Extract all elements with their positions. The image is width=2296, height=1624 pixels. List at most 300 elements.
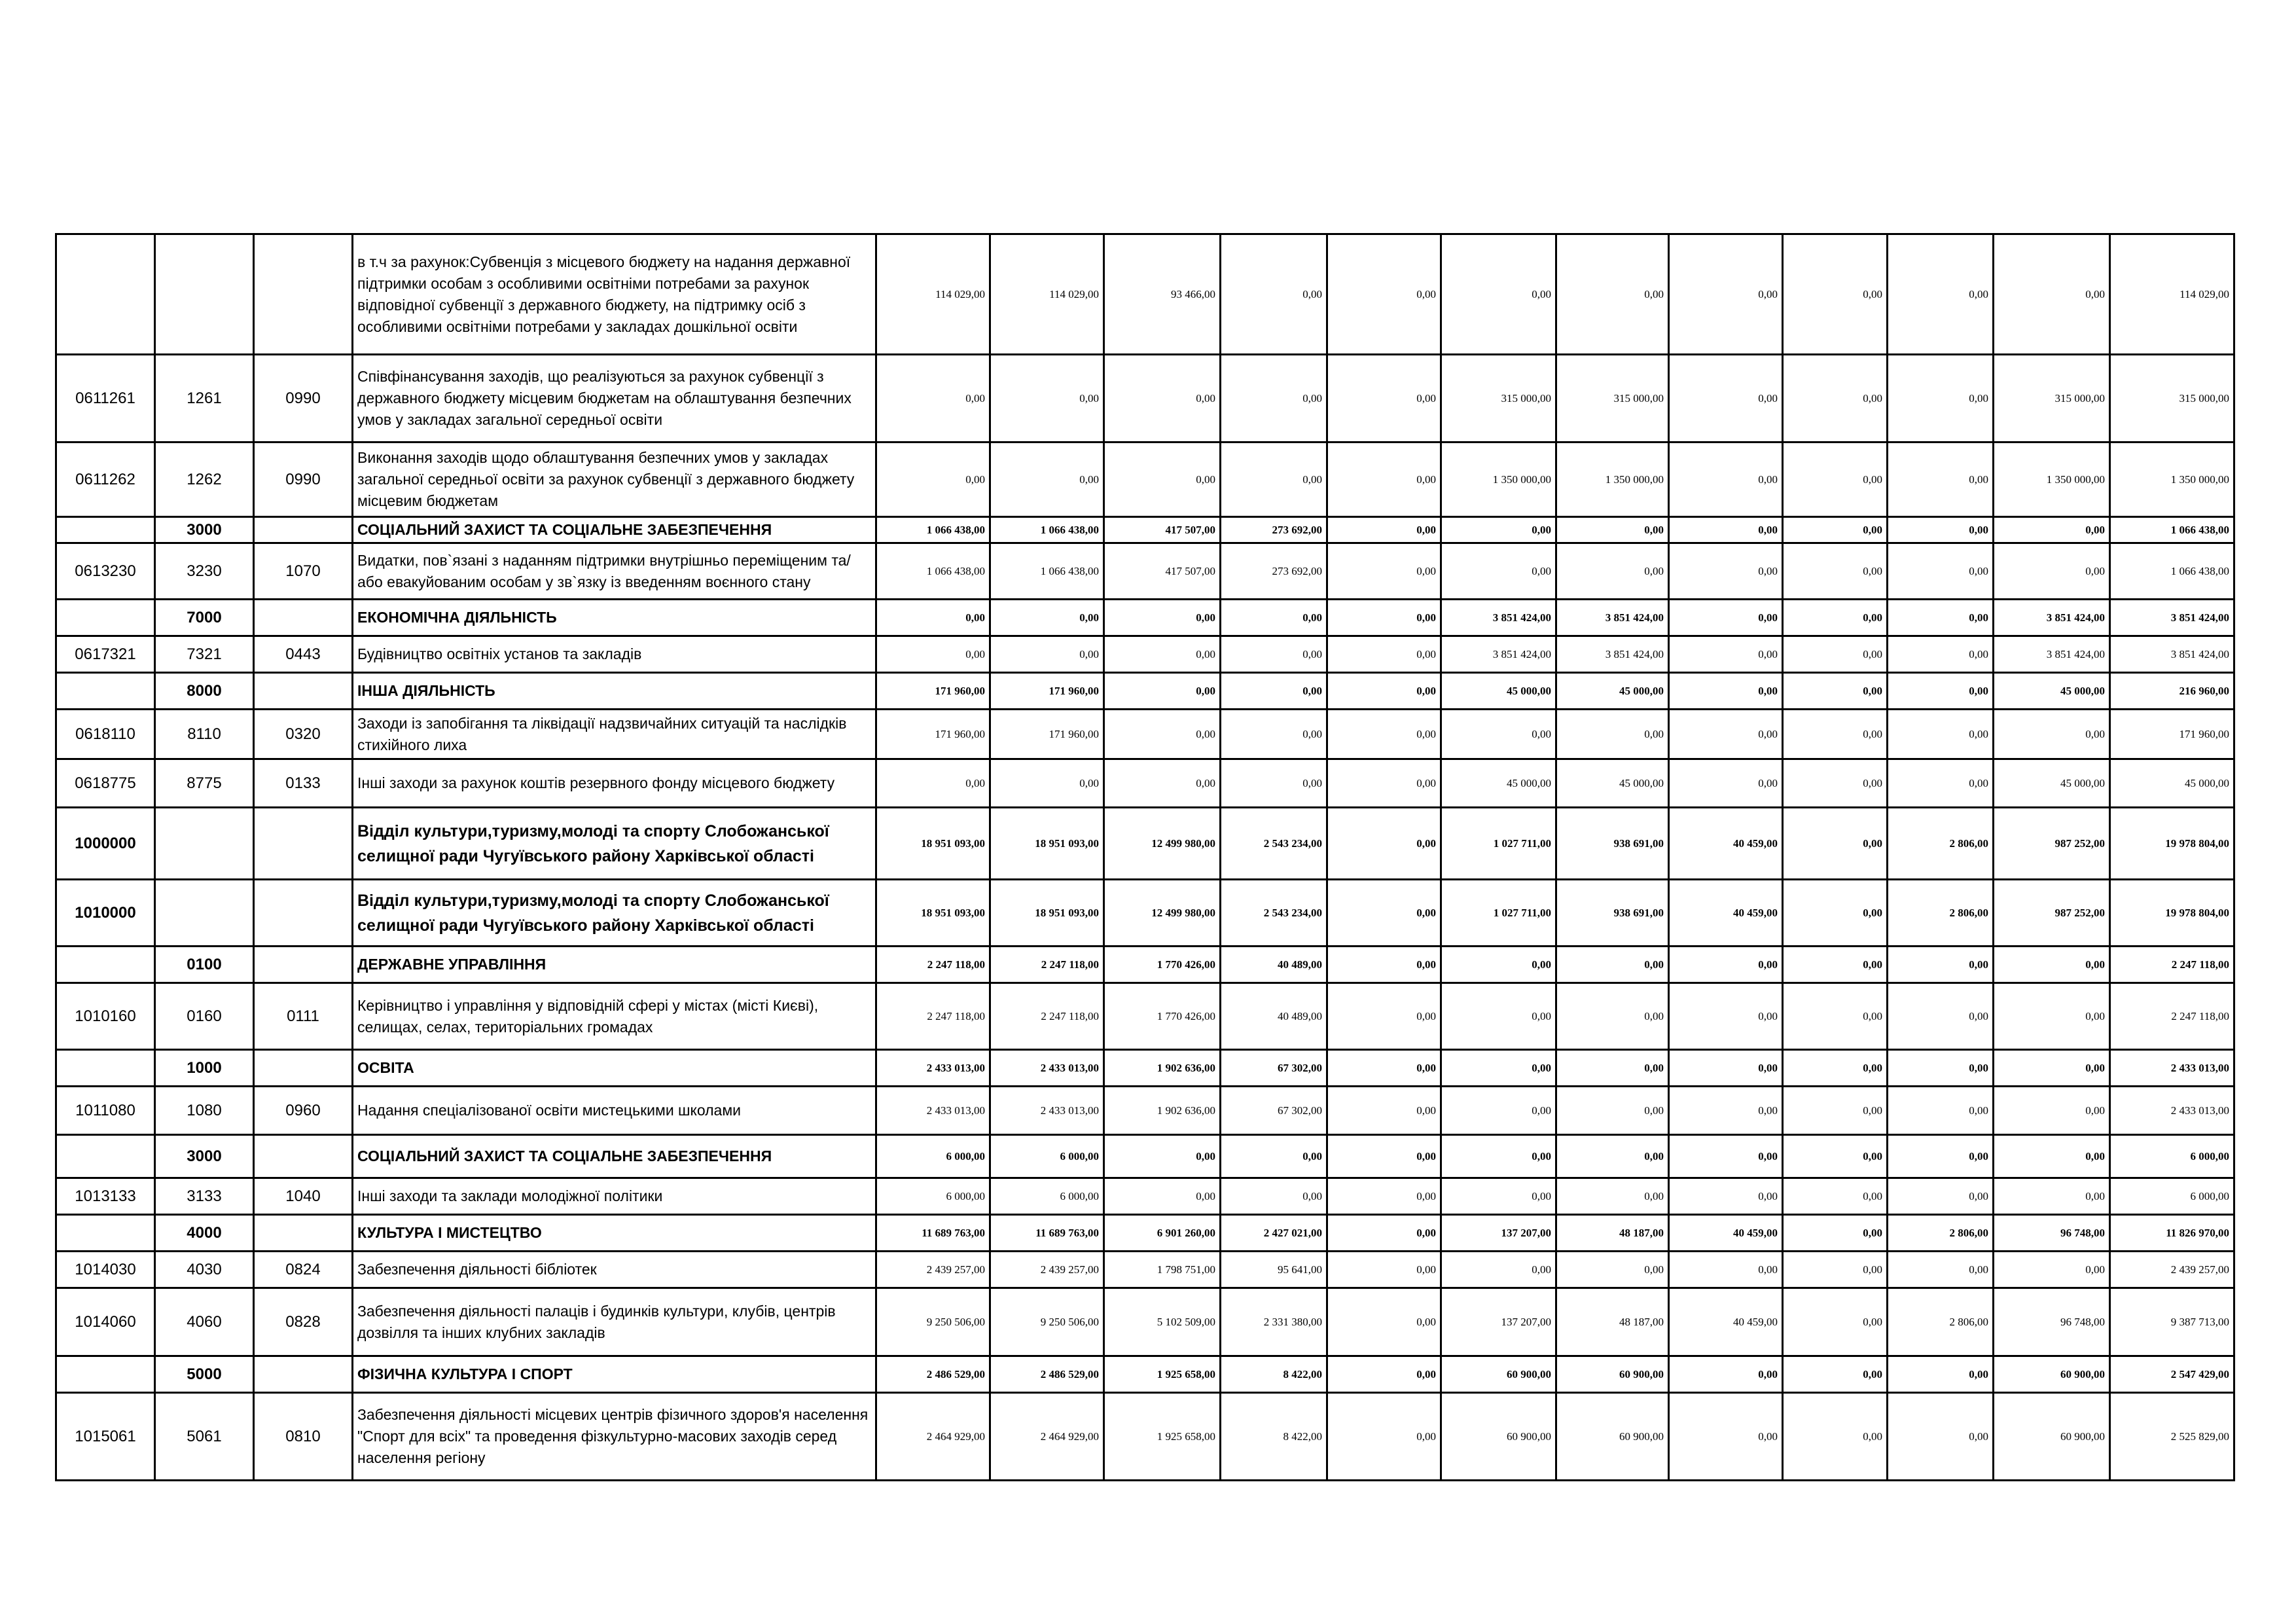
amount-cell: 0,00 (1888, 673, 1994, 710)
amount-cell: 45 000,00 (2110, 759, 2234, 808)
amount-cell: 0,00 (1327, 1252, 1441, 1288)
amount-cell: 0,00 (1327, 710, 1441, 759)
amount-cell: 315 000,00 (1994, 355, 2110, 442)
table-row (56, 355, 2234, 442)
amount-cell: 40 459,00 (1669, 1215, 1783, 1252)
amount-cell: 0,00 (1221, 673, 1327, 710)
function-code-cell: 0320 (254, 710, 353, 759)
amount-cell: 0,00 (1327, 1087, 1441, 1135)
amount-cell: 6 000,00 (2110, 1178, 2234, 1215)
section-code-cell (155, 808, 254, 880)
amount-cell: 0,00 (1669, 710, 1783, 759)
amount-cell: 0,00 (1783, 947, 1888, 983)
amount-cell: 0,00 (1669, 517, 1783, 543)
table-row (56, 808, 2234, 880)
section-code-cell: 8775 (155, 759, 254, 808)
amount-cell: 0,00 (1888, 1135, 1994, 1178)
amount-cell: 0,00 (1327, 636, 1441, 673)
amount-cell: 216 960,00 (2110, 673, 2234, 710)
amount-cell: 0,00 (1888, 947, 1994, 983)
amount-cell: 0,00 (1888, 234, 1994, 355)
amount-cell: 9 250 506,00 (876, 1288, 990, 1356)
amount-cell: 0,00 (1327, 673, 1441, 710)
amount-cell: 6 000,00 (876, 1178, 990, 1215)
table-row (56, 710, 2234, 759)
amount-cell: 0,00 (1783, 517, 1888, 543)
function-code-cell (254, 947, 353, 983)
function-code-cell: 1070 (254, 543, 353, 600)
section-code-cell: 1080 (155, 1087, 254, 1135)
amount-cell: 0,00 (990, 442, 1104, 517)
amount-cell: 18 951 093,00 (876, 880, 990, 947)
amount-cell: 18 951 093,00 (990, 880, 1104, 947)
section-code-cell: 1261 (155, 355, 254, 442)
amount-cell: 93 466,00 (1104, 234, 1221, 355)
amount-cell: 18 951 093,00 (876, 808, 990, 880)
program-code-cell (56, 1135, 155, 1178)
program-name-cell: Будівництво освітніх установ та закладів (353, 636, 876, 673)
amount-cell: 0,00 (1783, 600, 1888, 636)
section-code-cell: 8000 (155, 673, 254, 710)
amount-cell: 96 748,00 (1994, 1215, 2110, 1252)
amount-cell: 3 851 424,00 (2110, 636, 2234, 673)
amount-cell: 1 925 658,00 (1104, 1356, 1221, 1393)
section-code-cell (155, 880, 254, 947)
amount-cell: 0,00 (1556, 1252, 1669, 1288)
amount-cell: 0,00 (1888, 442, 1994, 517)
amount-cell: 2 547 429,00 (2110, 1356, 2234, 1393)
amount-cell: 0,00 (1221, 1135, 1327, 1178)
amount-cell: 0,00 (1221, 600, 1327, 636)
section-code-cell: 3133 (155, 1178, 254, 1215)
amount-cell: 0,00 (1888, 1393, 1994, 1481)
amount-cell: 0,00 (1327, 947, 1441, 983)
amount-cell: 0,00 (1669, 442, 1783, 517)
amount-cell: 0,00 (1221, 759, 1327, 808)
amount-cell: 60 900,00 (1994, 1393, 2110, 1481)
amount-cell: 1 027 711,00 (1441, 808, 1556, 880)
amount-cell: 0,00 (1669, 673, 1783, 710)
amount-cell: 0,00 (1888, 355, 1994, 442)
amount-cell: 0,00 (1669, 1087, 1783, 1135)
amount-cell: 0,00 (1104, 355, 1221, 442)
amount-cell: 1 925 658,00 (1104, 1393, 1221, 1481)
amount-cell: 0,00 (1556, 1050, 1669, 1087)
table-row (56, 517, 2234, 543)
amount-cell: 67 302,00 (1221, 1050, 1327, 1087)
section-code-cell: 5061 (155, 1393, 254, 1481)
amount-cell: 0,00 (1669, 543, 1783, 600)
section-code-cell: 3230 (155, 543, 254, 600)
amount-cell: 938 691,00 (1556, 880, 1669, 947)
amount-cell: 171 960,00 (990, 710, 1104, 759)
amount-cell: 0,00 (1994, 517, 2110, 543)
amount-cell: 45 000,00 (1994, 673, 2110, 710)
amount-cell: 2 543 234,00 (1221, 808, 1327, 880)
amount-cell: 0,00 (1669, 983, 1783, 1050)
amount-cell: 12 499 980,00 (1104, 880, 1221, 947)
amount-cell: 0,00 (1556, 1135, 1669, 1178)
amount-cell: 0,00 (1994, 1135, 2110, 1178)
amount-cell: 0,00 (876, 355, 990, 442)
amount-cell: 273 692,00 (1221, 543, 1327, 600)
amount-cell: 315 000,00 (2110, 355, 2234, 442)
amount-cell: 1 902 636,00 (1104, 1050, 1221, 1087)
amount-cell: 0,00 (1669, 947, 1783, 983)
program-name-cell: Виконання заходів щодо облаштування безпечних умов у закладах загальної середньої освіти за рахунок субвенції з державного бюджету місцевим бюджетам (353, 442, 876, 517)
function-code-cell (254, 1356, 353, 1393)
amount-cell: 0,00 (1327, 442, 1441, 517)
amount-cell: 0,00 (1441, 234, 1556, 355)
budget-table (55, 233, 2235, 1481)
amount-cell: 0,00 (1441, 517, 1556, 543)
amount-cell: 1 066 438,00 (2110, 517, 2234, 543)
amount-cell: 0,00 (1669, 1356, 1783, 1393)
program-code-cell: 1015061 (56, 1393, 155, 1481)
amount-cell: 417 507,00 (1104, 543, 1221, 600)
amount-cell: 0,00 (1888, 636, 1994, 673)
program-code-cell (56, 947, 155, 983)
amount-cell: 0,00 (1556, 710, 1669, 759)
program-code-cell (56, 1215, 155, 1252)
amount-cell: 0,00 (1327, 1288, 1441, 1356)
amount-cell: 3 851 424,00 (1441, 636, 1556, 673)
amount-cell: 0,00 (1221, 355, 1327, 442)
program-name-cell: Надання спеціалізованої освіти мистецькими школами (353, 1087, 876, 1135)
amount-cell: 0,00 (1221, 710, 1327, 759)
amount-cell: 0,00 (1783, 355, 1888, 442)
section-code-cell: 4000 (155, 1215, 254, 1252)
amount-cell: 137 207,00 (1441, 1215, 1556, 1252)
program-name-cell: Забезпечення діяльності бібліотек (353, 1252, 876, 1288)
amount-cell: 0,00 (1783, 808, 1888, 880)
amount-cell: 2 464 929,00 (876, 1393, 990, 1481)
amount-cell: 6 000,00 (876, 1135, 990, 1178)
program-code-cell (56, 673, 155, 710)
amount-cell: 0,00 (1327, 355, 1441, 442)
amount-cell: 0,00 (1669, 600, 1783, 636)
function-code-cell (254, 673, 353, 710)
amount-cell: 0,00 (1327, 1178, 1441, 1215)
amount-cell: 2 247 118,00 (876, 983, 990, 1050)
function-code-cell (254, 1135, 353, 1178)
amount-cell: 0,00 (1994, 947, 2110, 983)
amount-cell: 8 422,00 (1221, 1356, 1327, 1393)
amount-cell: 1 770 426,00 (1104, 947, 1221, 983)
table-row (56, 600, 2234, 636)
amount-cell: 48 187,00 (1556, 1215, 1669, 1252)
table-row (56, 1252, 2234, 1288)
program-name-cell: ФІЗИЧНА КУЛЬТУРА І СПОРТ (353, 1356, 876, 1393)
amount-cell: 2 806,00 (1888, 1288, 1994, 1356)
amount-cell: 6 000,00 (990, 1178, 1104, 1215)
amount-cell: 0,00 (1104, 1178, 1221, 1215)
amount-cell: 0,00 (1994, 1252, 2110, 1288)
amount-cell: 0,00 (1327, 1215, 1441, 1252)
amount-cell: 114 029,00 (990, 234, 1104, 355)
amount-cell: 0,00 (1783, 710, 1888, 759)
amount-cell: 0,00 (1556, 947, 1669, 983)
amount-cell: 18 951 093,00 (990, 808, 1104, 880)
amount-cell: 1 066 438,00 (2110, 543, 2234, 600)
amount-cell: 0,00 (1783, 234, 1888, 355)
program-code-cell: 1014030 (56, 1252, 155, 1288)
amount-cell: 9 387 713,00 (2110, 1288, 2234, 1356)
amount-cell: 315 000,00 (1556, 355, 1669, 442)
amount-cell: 2 433 013,00 (876, 1087, 990, 1135)
program-code-cell: 0613230 (56, 543, 155, 600)
amount-cell: 40 459,00 (1669, 880, 1783, 947)
program-code-cell: 1013133 (56, 1178, 155, 1215)
amount-cell: 2 433 013,00 (2110, 1087, 2234, 1135)
amount-cell: 0,00 (1783, 880, 1888, 947)
amount-cell: 2 543 234,00 (1221, 880, 1327, 947)
amount-cell: 0,00 (1327, 1135, 1441, 1178)
table-row (56, 234, 2234, 355)
program-code-cell: 0611262 (56, 442, 155, 517)
table-row (56, 1215, 2234, 1252)
program-code-cell (56, 1356, 155, 1393)
amount-cell: 0,00 (1556, 517, 1669, 543)
amount-cell: 0,00 (1783, 673, 1888, 710)
amount-cell: 0,00 (1783, 759, 1888, 808)
program-code-cell: 1011080 (56, 1087, 155, 1135)
amount-cell: 0,00 (1783, 1252, 1888, 1288)
amount-cell: 2 433 013,00 (990, 1087, 1104, 1135)
amount-cell: 2 247 118,00 (990, 947, 1104, 983)
section-code-cell: 0160 (155, 983, 254, 1050)
amount-cell: 0,00 (1556, 1178, 1669, 1215)
amount-cell: 0,00 (1994, 1050, 2110, 1087)
table-row (56, 636, 2234, 673)
amount-cell: 0,00 (1441, 983, 1556, 1050)
amount-cell: 40 459,00 (1669, 1288, 1783, 1356)
program-code-cell (56, 517, 155, 543)
amount-cell: 0,00 (1994, 1178, 2110, 1215)
amount-cell: 0,00 (1669, 1252, 1783, 1288)
amount-cell: 6 000,00 (2110, 1135, 2234, 1178)
amount-cell: 2 439 257,00 (2110, 1252, 2234, 1288)
program-name-cell: Відділ культури,туризму,молоді та спорту Слобожанської селищної ради Чугуївського району Харківської області (353, 880, 876, 947)
amount-cell: 0,00 (1441, 1087, 1556, 1135)
amount-cell: 1 066 438,00 (990, 517, 1104, 543)
amount-cell: 0,00 (1221, 1178, 1327, 1215)
amount-cell: 987 252,00 (1994, 808, 2110, 880)
amount-cell: 0,00 (1327, 1393, 1441, 1481)
amount-cell: 0,00 (1669, 1135, 1783, 1178)
amount-cell: 2 433 013,00 (876, 1050, 990, 1087)
amount-cell: 0,00 (1669, 636, 1783, 673)
amount-cell: 95 641,00 (1221, 1252, 1327, 1288)
amount-cell: 0,00 (1888, 1087, 1994, 1135)
section-code-cell: 7000 (155, 600, 254, 636)
amount-cell: 2 464 929,00 (990, 1393, 1104, 1481)
amount-cell: 0,00 (1327, 600, 1441, 636)
amount-cell: 0,00 (1783, 1135, 1888, 1178)
amount-cell: 2 439 257,00 (990, 1252, 1104, 1288)
amount-cell: 987 252,00 (1994, 880, 2110, 947)
program-code-cell: 1014060 (56, 1288, 155, 1356)
amount-cell: 48 187,00 (1556, 1288, 1669, 1356)
amount-cell: 1 350 000,00 (1994, 442, 2110, 517)
amount-cell: 1 798 751,00 (1104, 1252, 1221, 1288)
function-code-cell (254, 234, 353, 355)
amount-cell: 45 000,00 (1556, 673, 1669, 710)
amount-cell: 0,00 (1994, 710, 2110, 759)
program-name-cell: Інші заходи та заклади молодіжної політики (353, 1178, 876, 1215)
amount-cell: 2 427 021,00 (1221, 1215, 1327, 1252)
section-code-cell (155, 234, 254, 355)
amount-cell: 171 960,00 (876, 673, 990, 710)
amount-cell: 0,00 (1669, 1050, 1783, 1087)
amount-cell: 171 960,00 (990, 673, 1104, 710)
program-code-cell (56, 600, 155, 636)
amount-cell: 0,00 (1327, 808, 1441, 880)
amount-cell: 0,00 (1783, 1050, 1888, 1087)
amount-cell: 60 900,00 (1994, 1356, 2110, 1393)
table-row (56, 1178, 2234, 1215)
amount-cell: 60 900,00 (1556, 1393, 1669, 1481)
amount-cell: 938 691,00 (1556, 808, 1669, 880)
amount-cell: 2 247 118,00 (876, 947, 990, 983)
function-code-cell: 0443 (254, 636, 353, 673)
table-row (56, 1288, 2234, 1356)
amount-cell: 0,00 (1221, 234, 1327, 355)
amount-cell: 0,00 (1221, 442, 1327, 517)
amount-cell: 45 000,00 (1441, 673, 1556, 710)
amount-cell: 0,00 (990, 759, 1104, 808)
function-code-cell (254, 600, 353, 636)
amount-cell: 3 851 424,00 (1556, 600, 1669, 636)
amount-cell: 0,00 (1669, 355, 1783, 442)
section-code-cell: 7321 (155, 636, 254, 673)
program-name-cell: КУЛЬТУРА І МИСТЕЦТВО (353, 1215, 876, 1252)
amount-cell: 171 960,00 (2110, 710, 2234, 759)
amount-cell: 1 350 000,00 (2110, 442, 2234, 517)
amount-cell: 0,00 (1783, 983, 1888, 1050)
amount-cell: 0,00 (876, 759, 990, 808)
function-code-cell (254, 1215, 353, 1252)
amount-cell: 0,00 (1888, 983, 1994, 1050)
amount-cell: 2 486 529,00 (990, 1356, 1104, 1393)
table-row (56, 880, 2234, 947)
amount-cell: 0,00 (1104, 1135, 1221, 1178)
amount-cell: 19 978 804,00 (2110, 808, 2234, 880)
amount-cell: 11 689 763,00 (990, 1215, 1104, 1252)
amount-cell: 2 525 829,00 (2110, 1393, 2234, 1481)
program-name-cell: ОСВІТА (353, 1050, 876, 1087)
amount-cell: 0,00 (1327, 759, 1441, 808)
amount-cell: 0,00 (1669, 1178, 1783, 1215)
program-name-cell: Заходи із запобігання та ліквідації надзвичайних ситуацій та наслідків стихійного лиха (353, 710, 876, 759)
amount-cell: 0,00 (1104, 636, 1221, 673)
amount-cell: 0,00 (1441, 1252, 1556, 1288)
amount-cell: 0,00 (1994, 983, 2110, 1050)
program-code-cell: 0611261 (56, 355, 155, 442)
amount-cell: 0,00 (1669, 759, 1783, 808)
function-code-cell: 0960 (254, 1087, 353, 1135)
amount-cell: 0,00 (876, 600, 990, 636)
amount-cell: 6 000,00 (990, 1135, 1104, 1178)
amount-cell: 0,00 (876, 442, 990, 517)
program-code-cell: 0618110 (56, 710, 155, 759)
amount-cell: 3 851 424,00 (2110, 600, 2234, 636)
program-name-cell: ЕКОНОМІЧНА ДІЯЛЬНІСТЬ (353, 600, 876, 636)
amount-cell: 0,00 (1783, 1087, 1888, 1135)
function-code-cell: 0824 (254, 1252, 353, 1288)
amount-cell: 0,00 (1888, 1050, 1994, 1087)
amount-cell: 0,00 (876, 636, 990, 673)
table-body (56, 234, 2234, 1481)
amount-cell: 2 806,00 (1888, 880, 1994, 947)
amount-cell: 0,00 (1327, 234, 1441, 355)
amount-cell: 0,00 (1441, 1178, 1556, 1215)
section-code-cell: 0100 (155, 947, 254, 983)
amount-cell: 0,00 (1441, 543, 1556, 600)
function-code-cell: 0990 (254, 442, 353, 517)
amount-cell: 0,00 (1104, 710, 1221, 759)
program-code-cell: 1000000 (56, 808, 155, 880)
program-code-cell: 1010160 (56, 983, 155, 1050)
program-name-cell: Інші заходи за рахунок коштів резервного фонду місцевого бюджету (353, 759, 876, 808)
amount-cell: 114 029,00 (876, 234, 990, 355)
amount-cell: 0,00 (1783, 1178, 1888, 1215)
amount-cell: 0,00 (1327, 880, 1441, 947)
amount-cell: 45 000,00 (1994, 759, 2110, 808)
program-name-cell: СОЦІАЛЬНИЙ ЗАХИСТ ТА СОЦІАЛЬНЕ ЗАБЕЗПЕЧЕННЯ (353, 517, 876, 543)
amount-cell: 1 027 711,00 (1441, 880, 1556, 947)
function-code-cell: 0990 (254, 355, 353, 442)
table-row (56, 1393, 2234, 1481)
amount-cell: 0,00 (1104, 442, 1221, 517)
function-code-cell: 0111 (254, 983, 353, 1050)
function-code-cell: 1040 (254, 1178, 353, 1215)
program-code-cell (56, 1050, 155, 1087)
amount-cell: 0,00 (1104, 673, 1221, 710)
amount-cell: 5 102 509,00 (1104, 1288, 1221, 1356)
amount-cell: 0,00 (1441, 1050, 1556, 1087)
table-row (56, 673, 2234, 710)
program-name-cell: Видатки, пов`язані з наданням підтримки внутрішньо переміщеним та/або евакуйованим особам у зв`язку із введенням воєнного стану (353, 543, 876, 600)
amount-cell: 0,00 (1669, 234, 1783, 355)
amount-cell: 60 900,00 (1441, 1393, 1556, 1481)
program-name-cell: Керівництво і управління у відповідній сфері у містах (місті Києві), селищах, селах, територіальних громадах (353, 983, 876, 1050)
amount-cell: 0,00 (1783, 1215, 1888, 1252)
amount-cell: 0,00 (1888, 543, 1994, 600)
amount-cell: 11 689 763,00 (876, 1215, 990, 1252)
amount-cell: 19 978 804,00 (2110, 880, 2234, 947)
program-code-cell: 0618775 (56, 759, 155, 808)
amount-cell: 11 826 970,00 (2110, 1215, 2234, 1252)
amount-cell: 273 692,00 (1221, 517, 1327, 543)
function-code-cell (254, 517, 353, 543)
amount-cell: 0,00 (1888, 759, 1994, 808)
amount-cell: 0,00 (1441, 1135, 1556, 1178)
amount-cell: 0,00 (1327, 983, 1441, 1050)
amount-cell: 0,00 (990, 355, 1104, 442)
program-name-cell: ДЕРЖАВНЕ УПРАВЛІННЯ (353, 947, 876, 983)
amount-cell: 0,00 (1888, 1356, 1994, 1393)
amount-cell: 0,00 (1556, 543, 1669, 600)
table-row (56, 1050, 2234, 1087)
program-name-cell: Відділ культури,туризму,молоді та спорту Слобожанської селищної ради Чугуївського району Харківської області (353, 808, 876, 880)
amount-cell: 1 902 636,00 (1104, 1087, 1221, 1135)
program-name-cell: ІНША ДІЯЛЬНІСТЬ (353, 673, 876, 710)
function-code-cell: 0133 (254, 759, 353, 808)
amount-cell: 0,00 (1888, 1252, 1994, 1288)
amount-cell: 6 901 260,00 (1104, 1215, 1221, 1252)
program-code-cell: 1010000 (56, 880, 155, 947)
